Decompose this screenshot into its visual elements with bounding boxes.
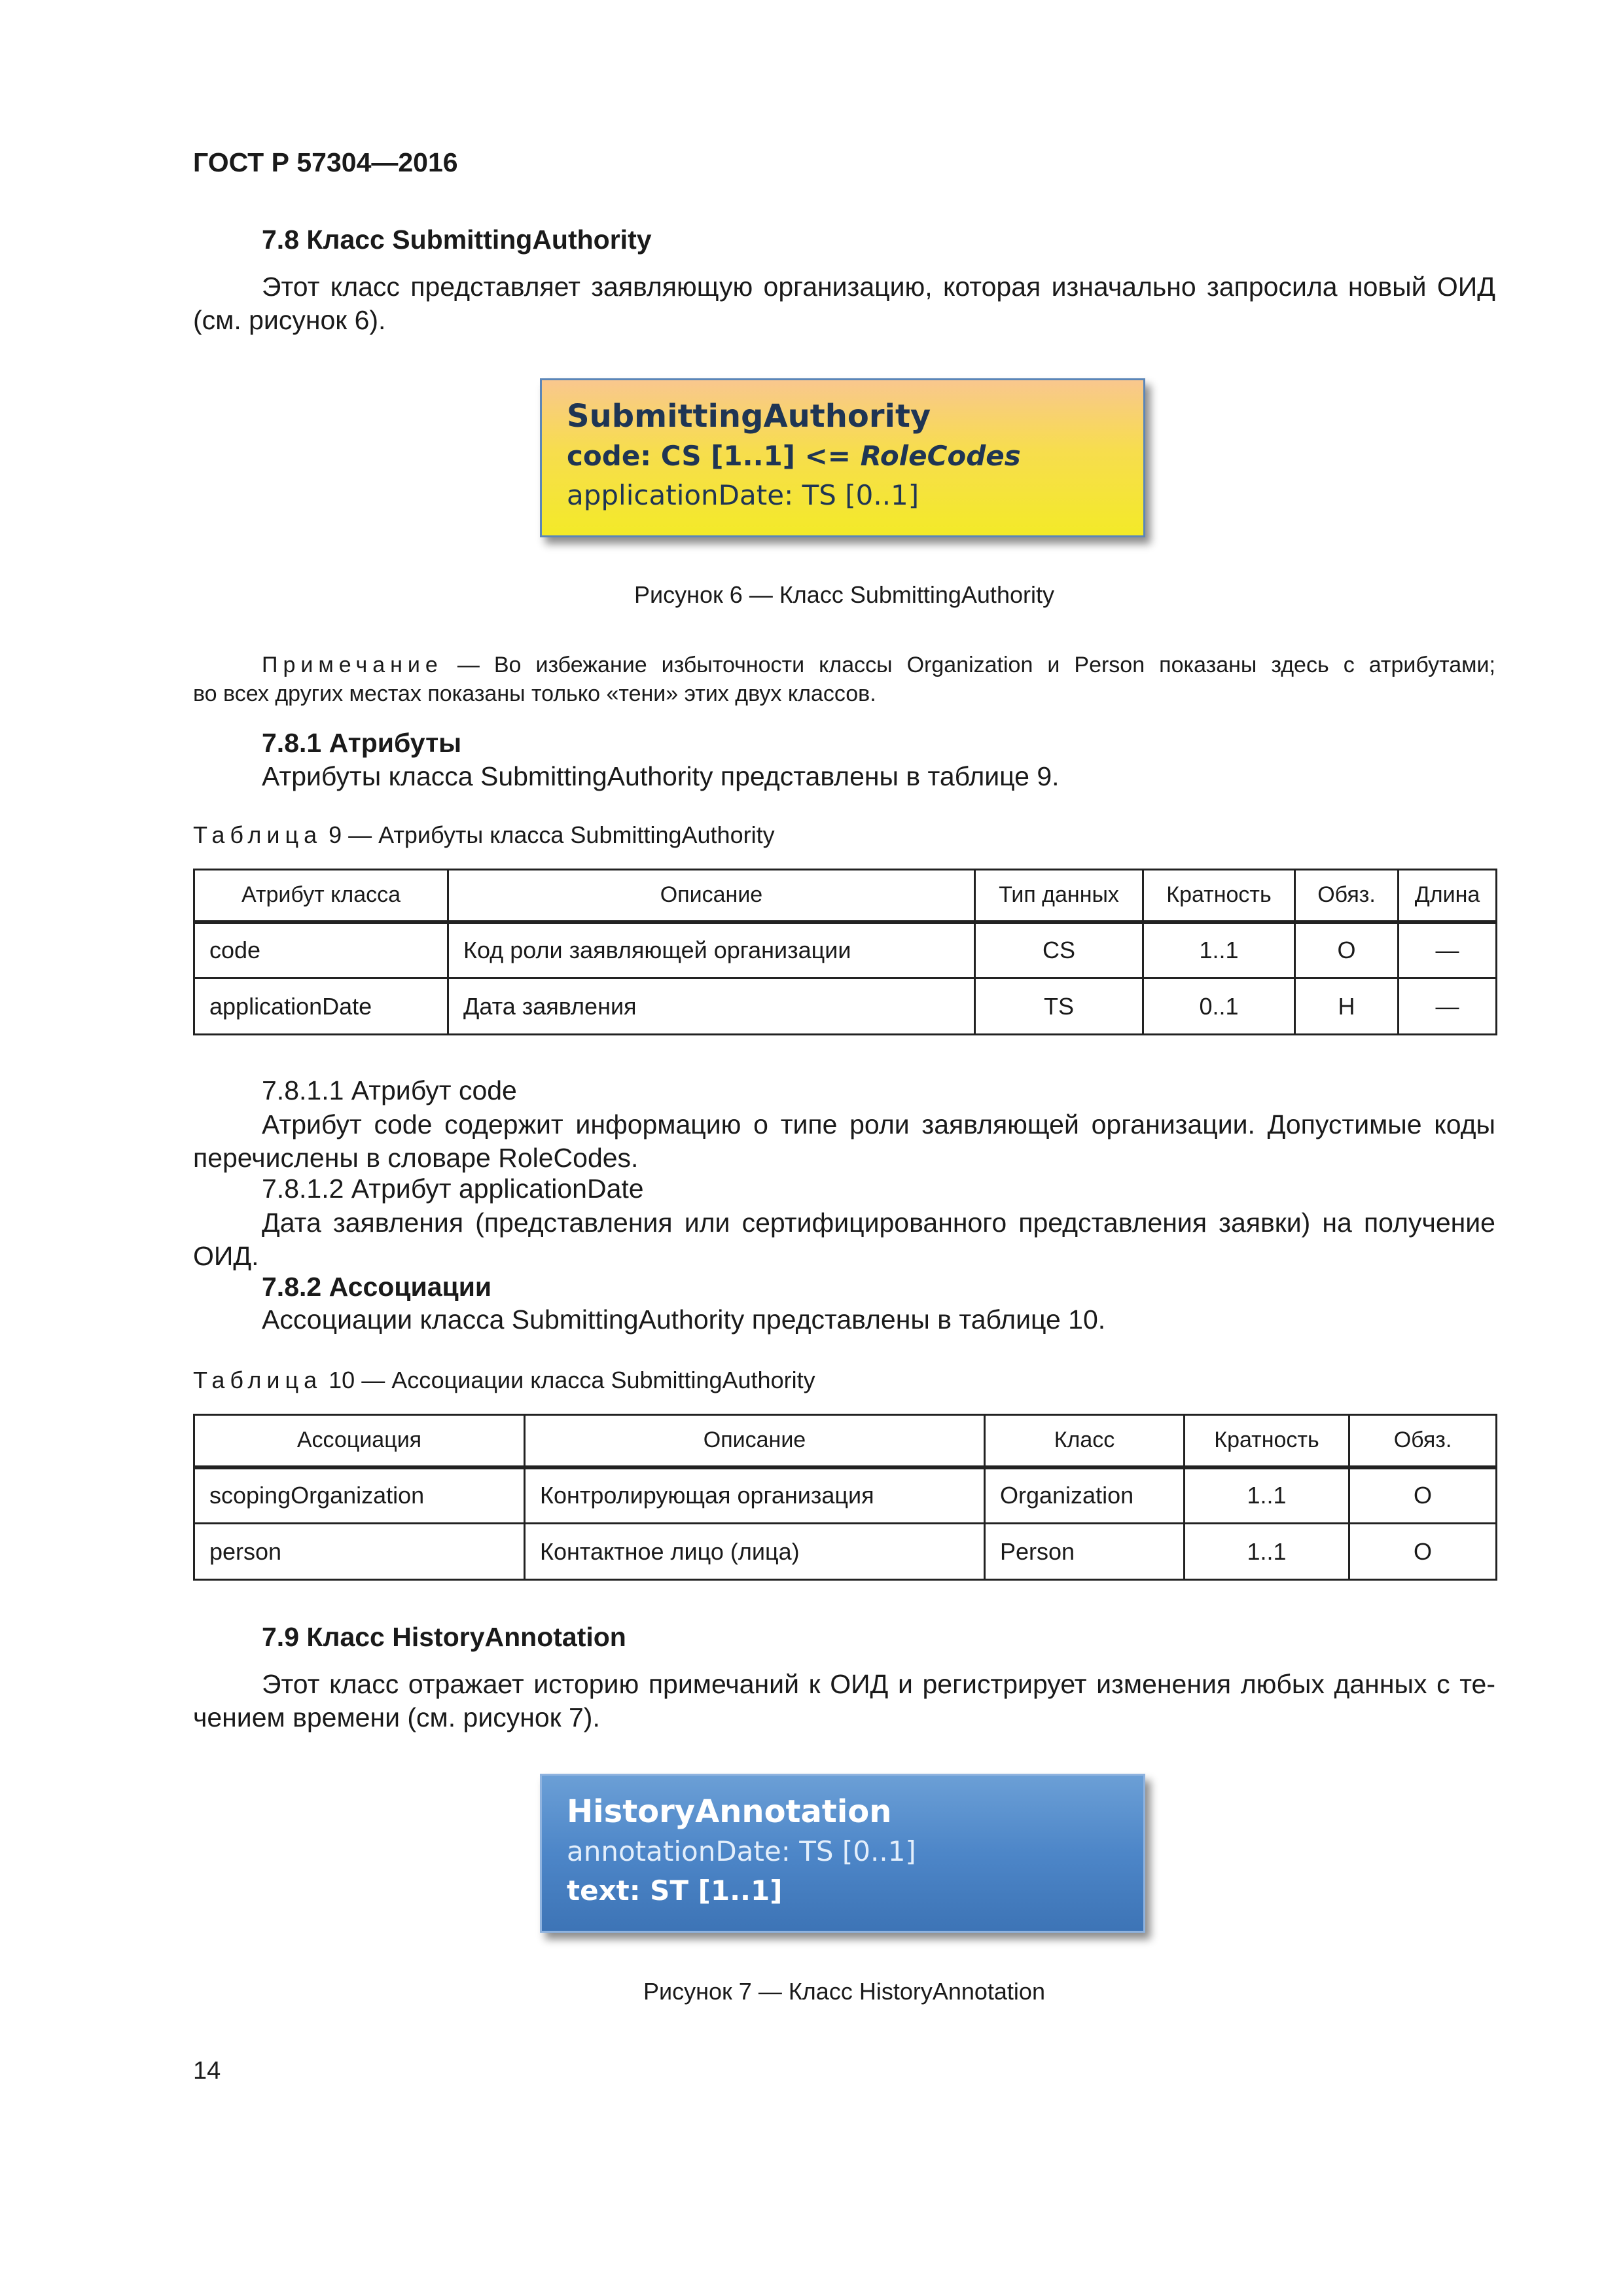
- table-cell: О: [1295, 922, 1399, 978]
- table-10-header-cell: Описание: [525, 1415, 985, 1467]
- table-cell: —: [1399, 978, 1497, 1035]
- section-heading-7-8-1-1: 7.8.1.1 Атрибут code: [262, 1075, 517, 1105]
- table-cell: CS: [975, 922, 1143, 978]
- table-10-caption-label: Таблица: [193, 1367, 323, 1393]
- uml-attribute-code-prefix: code: CS [1..1] <=: [567, 440, 861, 472]
- table-cell: scopingOrganization: [194, 1467, 525, 1524]
- table-cell: Organization: [985, 1467, 1185, 1524]
- section-7-9-text: [193, 1668, 1495, 1734]
- table-cell: 0..1: [1143, 978, 1295, 1035]
- table-cell: Контактное лицо (лица): [525, 1524, 985, 1580]
- uml-class-history-annotation: [540, 1774, 1145, 1933]
- uml-attribute-application-date: applicationDate: TS [0..1]: [567, 479, 919, 511]
- section-heading-7-8-1: 7.8.1 Атрибуты: [262, 728, 462, 758]
- section-7-9-line-2: чением времени (см. рисунок 7).: [193, 1702, 600, 1732]
- uml-class-submitting-authority: [540, 378, 1145, 537]
- section-7-8-1-2-line-2: ОИД.: [193, 1241, 259, 1271]
- table-cell: Н: [1295, 978, 1399, 1035]
- uml-attribute-code: [567, 437, 1118, 476]
- table-10-header-cell: Обяз.: [1349, 1415, 1497, 1467]
- table-9-caption-text: 9 — Атрибуты класса SubmittingAuthority: [322, 821, 775, 848]
- table-cell: Person: [985, 1524, 1185, 1580]
- uml-class-title: SubmittingAuthority: [567, 398, 931, 435]
- table-cell: 1..1: [1185, 1524, 1349, 1580]
- document-code: ГОСТ Р 57304—2016: [193, 147, 458, 177]
- table-9-caption-label: Таблица: [193, 821, 323, 848]
- table-row: [194, 1524, 1497, 1580]
- table-cell: О: [1349, 1467, 1497, 1524]
- table-9-header-cell: Обяз.: [1295, 870, 1399, 922]
- table-9-header-cell: Описание: [448, 870, 975, 922]
- table-10-caption-text: 10 — Ассоциации класса SubmittingAuthority: [322, 1367, 815, 1393]
- table-9-header-cell: Длина: [1399, 870, 1497, 922]
- section-7-8-2-text: Ассоциации класса SubmittingAuthority представлены в таблице 10.: [262, 1304, 1106, 1335]
- figure-7-caption: Рисунок 7 — Класс HistoryAnnotation: [643, 1978, 1045, 2005]
- intro-line-1: Этот класс представляет заявляющую организацию, которая изначально запросила новый ОИД: [262, 272, 1495, 302]
- section-7-8-1-1-line-1: Атрибут code содержит информацию о типе роли заявляющей организации. Допустимые коды: [262, 1109, 1495, 1139]
- table-10-caption: [193, 1367, 815, 1394]
- note: [193, 651, 1495, 708]
- note-line-2: во всех других местах показаны только «тени» этих двух классов.: [193, 681, 876, 706]
- table-row: [194, 978, 1497, 1035]
- table-9-caption: [193, 821, 775, 849]
- table-9-header-cell: Тип данных: [975, 870, 1143, 922]
- table-row: [194, 922, 1497, 978]
- note-line-1: [193, 651, 1495, 679]
- section-7-8-intro: [193, 270, 1495, 337]
- table-cell: code: [194, 922, 448, 978]
- table-cell: TS: [975, 978, 1143, 1035]
- section-7-8-1-text: Атрибуты класса SubmittingAuthority представлены в таблице 9.: [262, 761, 1060, 791]
- intro-line-2: (см. рисунок 6).: [193, 305, 386, 335]
- table-9-header-row: [194, 870, 1497, 922]
- uml-attribute-code-type: RoleCodes: [860, 440, 1021, 472]
- table-cell: 1..1: [1185, 1467, 1349, 1524]
- table-9-header-cell: Кратность: [1143, 870, 1295, 922]
- table-cell: О: [1349, 1524, 1497, 1580]
- table-10-header-cell: Класс: [985, 1415, 1185, 1467]
- uml-class-title: HistoryAnnotation: [567, 1793, 892, 1830]
- table-cell: Код роли заявляющей организации: [448, 922, 975, 978]
- section-heading-7-8: 7.8 Класс SubmittingAuthority: [262, 224, 652, 255]
- table-cell: applicationDate: [194, 978, 448, 1035]
- table-9: [193, 869, 1497, 1035]
- uml-attribute-annotation-date: annotationDate: TS [0..1]: [567, 1835, 916, 1867]
- table-10: [193, 1414, 1497, 1581]
- section-7-8-1-1-text: [193, 1108, 1495, 1175]
- table-10-header-row: [194, 1415, 1497, 1467]
- section-7-8-1-2-line-1: Дата заявления (представления или сертифицированного представления заявки) на получение: [262, 1208, 1495, 1238]
- table-cell: Дата заявления: [448, 978, 975, 1035]
- section-heading-7-9: 7.9 Класс HistoryAnnotation: [262, 1622, 626, 1652]
- table-10-header-cell: Ассоциация: [194, 1415, 525, 1467]
- figure-6-caption: Рисунок 6 — Класс SubmittingAuthority: [634, 581, 1054, 608]
- table-cell: person: [194, 1524, 525, 1580]
- section-7-9-line-1: Этот класс отражает историю примечаний к ОИД и регистрирует изменения любых данных с те-: [262, 1669, 1495, 1699]
- uml-attribute-text: text: ST [1..1]: [567, 1874, 783, 1907]
- page-number: 14: [193, 2057, 221, 2085]
- table-cell: —: [1399, 922, 1497, 978]
- table-row: [194, 1467, 1497, 1524]
- table-cell: Контролирующая организация: [525, 1467, 985, 1524]
- section-heading-7-8-1-2: 7.8.1.2 Атрибут applicationDate: [262, 1174, 644, 1204]
- note-label: Примечание: [262, 653, 443, 677]
- note-text-1: — Во избежание избыточности классы Organization и Person показаны здесь с атрибутами;: [442, 653, 1495, 677]
- section-7-8-1-1-line-2: перечислены в словаре RoleCodes.: [193, 1143, 639, 1173]
- section-heading-7-8-2: 7.8.2 Ассоциации: [262, 1272, 492, 1302]
- section-7-8-1-2-text: [193, 1206, 1495, 1273]
- table-9-header-cell: Атрибут класса: [194, 870, 448, 922]
- table-cell: 1..1: [1143, 922, 1295, 978]
- table-10-header-cell: Кратность: [1185, 1415, 1349, 1467]
